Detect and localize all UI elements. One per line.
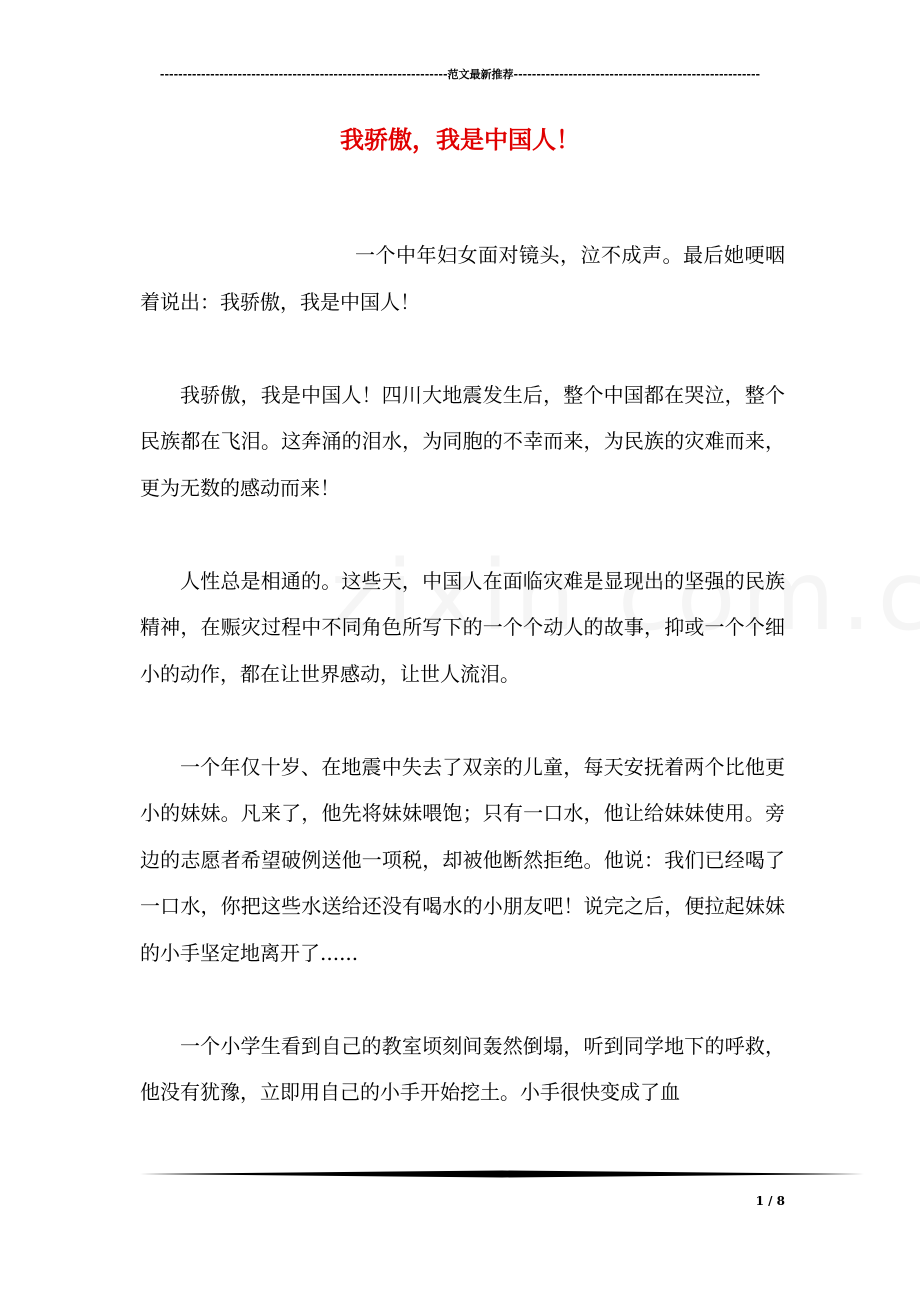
footer-rule [140, 1170, 864, 1178]
paragraph-1: 一个中年妇女面对镜头，泣不成声。最后她哽咽着说出：我骄傲，我是中国人！ [140, 243, 785, 314]
running-header: ---------------------------------------------------------------范文最新推荐------------------------------------------------------ [159, 68, 761, 81]
paragraph-2: 我骄傲，我是中国人！四川大地震发生后，整个中国都在哭泣，整个民族都在飞泪。这奔涌的泪水，为同胞的不幸而来，为民族的灾难而来，更为无数的感动而来！ [140, 382, 785, 500]
paragraph-5: 一个小学生看到自己的教室顷刻间轰然倒塌，听到同学地下的呼救，他没有犹豫，立即用自己的小手开始挖土。小手很快变成了血 [140, 1033, 785, 1104]
document-title: 我骄傲，我是中国人！ [340, 125, 580, 154]
paragraph-4: 一个年仅十岁、在地震中失去了双亲的儿童，每天安抚着两个比他更小的妹妹。凡来了，他先将妹妹喂饱；只有一口水，他让给妹妹使用。旁边的志愿者希望破例送他一项税，却被他断然拒绝。他说：我们已经喝了一口水，你把这些水送给还没有喝水的小朋友吧！说完之后，便拉起妹妹的小手坚定地离开了...... [140, 754, 785, 965]
paragraph-3: 人性总是相通的。这些天，中国人在面临灾难是显现出的坚强的民族精神，在赈灾过程中不同角色所写下的一个个动人的故事，抑或一个个细小的动作，都在让世界感动，让世人流泪。 [140, 568, 785, 686]
document-body [140, 232, 785, 1162]
page-number: 1 / 8 [755, 1194, 785, 1208]
